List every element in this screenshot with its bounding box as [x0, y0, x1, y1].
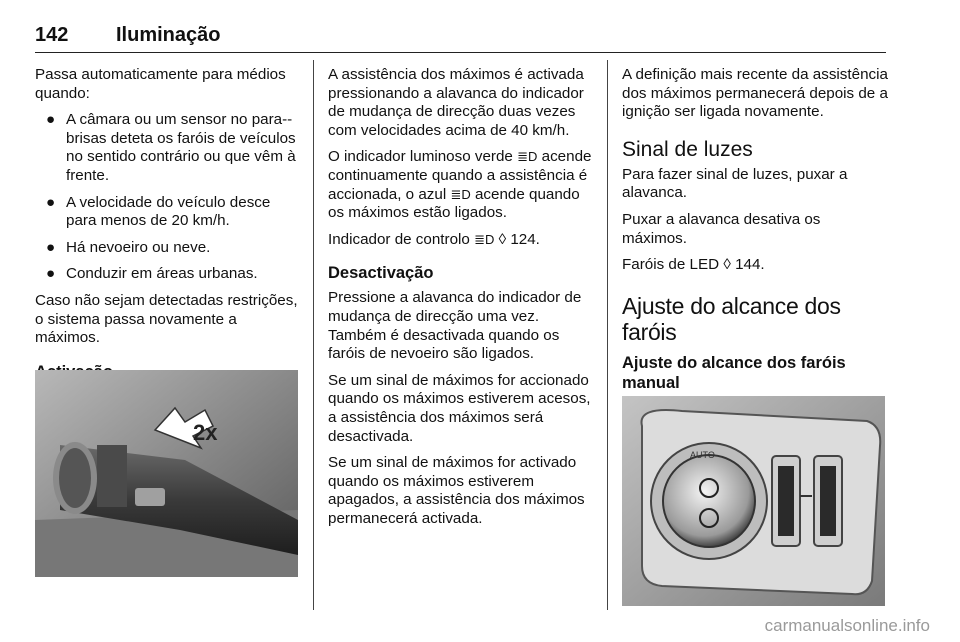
- column-divider: [607, 60, 608, 610]
- paragraph: Para fazer sinal de luzes, puxar a alavanca.: [622, 165, 848, 202]
- turn-signal-lever-image: [35, 370, 298, 577]
- paragraph: [622, 256, 888, 275]
- paragraph: Passa automaticamente para médios quando:: [35, 66, 286, 102]
- watermark: carmanualsonline.info: [764, 616, 930, 635]
- bullet-icon: ●: [46, 265, 56, 283]
- paragraph: Se um sinal de máximos for accionado quando os máximos estiverem acesos, a assistência dos máximos será desactivada.: [328, 371, 591, 445]
- page-reference-icon: ◊: [723, 256, 731, 274]
- page-header: [35, 22, 886, 53]
- bullet-list: [35, 111, 300, 284]
- light-switch-figure: [622, 396, 885, 606]
- light-switch-panel-image: [622, 396, 885, 606]
- page-number: 142: [35, 24, 69, 46]
- paragraph-text: Indicador de controlo: [328, 230, 470, 248]
- paragraph: Pressione a alavanca do indicador de mudança de direcção uma vez. Também é desactivada quando os faróis de nevoeiro são ligados.: [328, 289, 582, 363]
- list-item-text: Há nevoeiro ou neve.: [66, 238, 211, 256]
- paragraph: [328, 148, 594, 222]
- paragraph-text: acende continuamente quando a assistência é accionada, o azul: [328, 148, 592, 203]
- column-3: [622, 66, 888, 397]
- press-twice-label: 2x: [193, 420, 218, 445]
- paragraph: A assistência dos máximos é activada pressionando a alavanca do indicador de mudança de direcção duas vezes com velocidades acima de 40 km/h.: [328, 66, 584, 139]
- subsection-heading-manual-range: Ajuste do alcance dos faróis manual: [622, 353, 846, 392]
- list-item: [35, 265, 300, 284]
- column-1: [35, 66, 300, 388]
- paragraph: Puxar a alavanca desativa os máximos.: [622, 210, 821, 247]
- section-heading-flash: Sinal de luzes: [622, 137, 753, 161]
- paragraph-text: O indicador luminoso verde: [328, 148, 513, 166]
- page-reference-icon: ◊: [498, 230, 507, 248]
- paragraph-text: Faróis de LED: [622, 256, 720, 274]
- page-reference-link[interactable]: 144.: [735, 256, 765, 274]
- list-item-text: A velocidade do veículo desce para menos de 20 km/h.: [66, 193, 271, 230]
- column-2: [328, 66, 594, 536]
- bullet-icon: ●: [46, 238, 56, 256]
- paragraph: A definição mais recente da assistência dos máximos permanecerá depois de a ignição ser ligada novamente.: [622, 66, 888, 121]
- list-item: [35, 194, 300, 231]
- high-beam-blue-icon: ≣D: [450, 186, 471, 202]
- list-item-text: Conduzir em áreas urbanas.: [66, 265, 258, 283]
- list-item: [35, 111, 300, 185]
- paragraph: [328, 231, 594, 250]
- bullet-icon: ●: [46, 193, 56, 211]
- page-title: Iluminação: [116, 24, 221, 46]
- section-heading-headlight-range: Ajuste do alcance dos faróis: [622, 292, 841, 345]
- page-reference-link[interactable]: 124.: [510, 230, 540, 248]
- list-item-text: A câmara ou um sensor no para--brisas deteta os faróis de veículos no sentido contrário ou que vêm à frente.: [66, 111, 296, 184]
- bullet-icon: ●: [46, 111, 56, 129]
- section-heading-deactivation: Desactivação: [328, 264, 434, 283]
- paragraph: Caso não sejam detectadas restrições, o sistema passa novamente a máximos.: [35, 291, 298, 347]
- auto-mode-label: AUTO: [690, 450, 715, 460]
- list-item: [35, 239, 300, 258]
- paragraph-text: acende quando os máximos estão ligados.: [328, 185, 580, 222]
- high-beam-assist-green-icon: ≣D: [517, 149, 538, 165]
- stalk-lever-figure: [35, 370, 298, 577]
- paragraph: Se um sinal de máximos for activado quando os máximos estiverem apagados, a assistência dos máximos permanecerá activada.: [328, 454, 585, 527]
- high-beam-assist-icon: ≣D: [474, 231, 495, 247]
- column-divider: [313, 60, 314, 610]
